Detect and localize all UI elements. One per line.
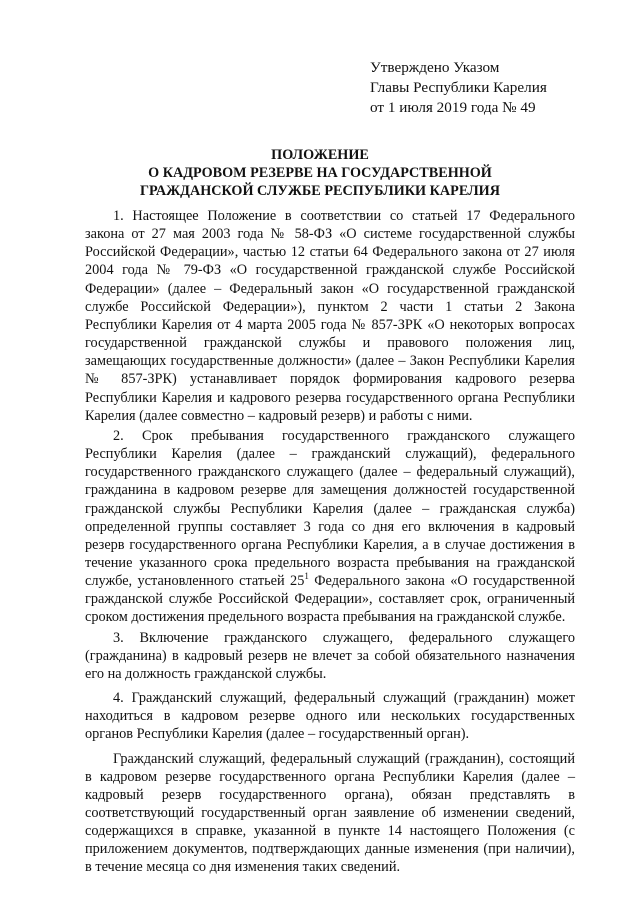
title-line-1: ПОЛОЖЕНИЕ bbox=[271, 147, 369, 163]
approval-line-1: Утверждено Указом bbox=[370, 59, 500, 76]
title-line-2: О КАДРОВОМ РЕЗЕРВЕ НА ГОСУДАРСТВЕННОЙ bbox=[148, 165, 492, 181]
approval-line-3: от 1 июля 2019 года № 49 bbox=[370, 99, 536, 116]
paragraph-5: Гражданский служащий, федеральный служащий (гражданин), состоящий в кадровом резерве государственного органа Республики Карелия (далее – кадровый резерв государственного органа), обязан представлять в соответствующий государственный орган заявление об изменении сведений, содержащихся в справке, указанной в пункте 14 настоящего Положения (с приложением документов, подтверждающих данные изменения (при наличии), в течение месяца со дня изменения таких сведений. bbox=[85, 750, 575, 876]
paragraph-2 bbox=[85, 427, 575, 627]
approval-stamp bbox=[370, 58, 547, 118]
document-body bbox=[85, 207, 575, 877]
paragraph-2-text-b: Федерального закона «О государственной гражданской службе Российской Федерации», составляет срок, ограниченный сроком достижения предельного возраста пребывания на гражданской службе. bbox=[85, 573, 575, 626]
title-line-3: ГРАЖДАНСКОЙ СЛУЖБЕ РЕСПУБЛИКИ КАРЕЛИЯ bbox=[140, 183, 500, 199]
article-superscript: 1 bbox=[304, 571, 309, 582]
paragraph-3: 3. Включение гражданского служащего, федерального служащего (гражданина) в кадровый резерв не влечет за собой обязательного назначения его на должность гражданской службы. bbox=[85, 629, 575, 682]
approval-line-2: Главы Республики Карелия bbox=[370, 79, 547, 96]
paragraph-1: 1. Настоящее Положение в соответствии со статьей 17 Федерального закона от 27 мая 2003 года № 58-ФЗ «О системе государственной службы Российской Федерации», частью 12 статьи 64 Федерального закона от 27 июля 2004 года № 79-ФЗ «О государственной гражданской службе Российской Федерации» (далее – Федеральный закон «О государственной гражданской службе Российской Федерации»), пунктом 2 части 1 статьи 2 Закона Республики Карелия от 4 марта 2005 года № 857-ЗРК «О некоторых вопросах государственной гражданской службы и правового положения лиц, замещающих государственные должности» (далее – Закон Республики Карелия № 857-ЗРК) устанавливает порядок формирования кадрового резерва Республики Карелия и кадрового резерва государственного органа Республики Карелия (далее совместно – кадровый резерв) и работы с ними. bbox=[85, 208, 575, 424]
document-title bbox=[70, 146, 570, 200]
paragraph-2-text-a: 2. Срок пребывания государственного гражданского служащего Республики Карелия (далее – гражданский служащий), федерального государственного гражданского служащего (далее – федеральный служащий), гражданина в кадровом резерве для замещения должностей государственной гражданской службы Республики Карелия (далее – гражданская служба) определенной группы составляет 3 года со дня его включения в кадровый резерв государственного органа Республики Карелия, а в случае достижения в течение указанного срока предельного возраста пребывания на гражданской службе, установленного статьей 25 bbox=[85, 427, 575, 590]
paragraph-4: 4. Гражданский служащий, федеральный служащий (гражданин) может находиться в кадровом резерве одного или нескольких государственных органов Республики Карелия (далее – государственный орган). bbox=[85, 690, 575, 743]
